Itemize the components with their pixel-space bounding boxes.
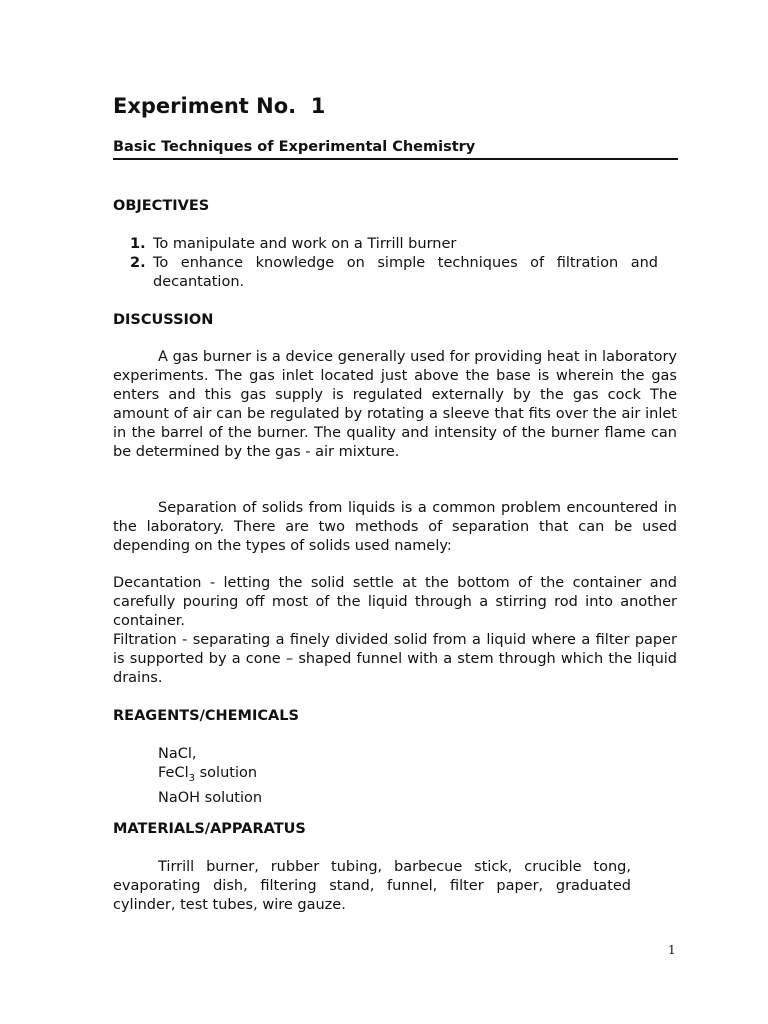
decantation-definition: Decantation - letting the solid settle at the bottom of the container and carefully pouring off most of the liquid through a stirring rod into another container. <box>113 575 677 629</box>
filtration-definition: Filtration - separating a finely divided solid from a liquid where a filter paper is supported by a cone – shaped funnel with a stem through which the liquid drains. <box>113 632 677 686</box>
reagents-heading: REAGENTS/CHEMICALS <box>113 708 299 724</box>
discussion-paragraph-separation: Separation of solids from liquids is a common problem encountered in the laboratory. There are two methods of separation that can be used depending on the types of solids used namely: <box>113 500 677 554</box>
reagent-subscript: 3 <box>188 772 195 784</box>
reagent-formula: FeCl <box>158 764 189 781</box>
discussion-heading: DISCUSSION <box>113 312 214 328</box>
materials-paragraph: Tirrill burner, rubber tubing, barbecue stick, crucible tong, evaporating dish, filtering stand, funnel, filter paper, graduated cylinder, test tubes, wire gauze. <box>113 859 631 913</box>
page-subtitle: Basic Techniques of Experimental Chemistry <box>113 137 678 160</box>
objective-text: To enhance knowledge on simple techniques of filtration and decantation. <box>153 254 658 290</box>
reagent-suffix: solution <box>195 764 258 781</box>
reagent-item <box>158 764 262 789</box>
page-number: 1 <box>668 943 676 957</box>
objectives-heading: OBJECTIVES <box>113 198 210 214</box>
objective-number: 1. <box>130 236 146 252</box>
reagent-item: NaOH solution <box>158 789 263 806</box>
reagents-list <box>158 745 262 808</box>
discussion-paragraph-gas-burner: A gas burner is a device generally used for providing heat in laboratory experiments. The gas inlet located just above the base is wherein the gas enters and this gas supply is regulated externally by the gas cock The amount of air can be regulated by rotating a sleeve that fits over the air inlet in the barrel of the burner. The quality and intensity of the burner flame can be determined by the gas - air mixture. <box>113 349 677 460</box>
reagent-item: NaCl, <box>158 746 197 762</box>
objective-item <box>113 235 658 254</box>
materials-heading: MATERIALS/APPARATUS <box>113 821 306 837</box>
objective-item <box>113 254 658 292</box>
objective-number: 2. <box>130 254 146 271</box>
page-title: Experiment No. 1 <box>113 94 326 118</box>
objective-text: To manipulate and work on a Tirrill burner <box>153 236 457 252</box>
objectives-list <box>113 235 658 291</box>
